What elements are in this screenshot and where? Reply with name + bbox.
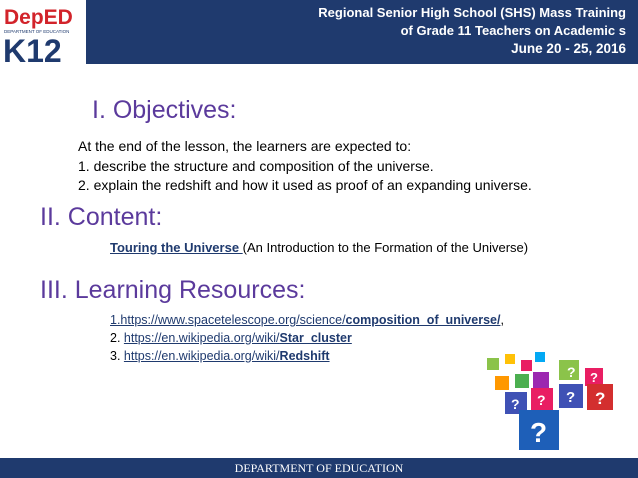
resource-link-2-url: https://en.wikipedia.org/wiki/: [123, 331, 280, 345]
resource-link-2[interactable]: [124, 331, 352, 345]
header-line-1: Regional Senior High School (SHS) Mass Training: [318, 5, 626, 20]
small-cube-3: [521, 360, 532, 371]
small-cube-2: [505, 354, 515, 364]
question-mark-icon: ?: [566, 389, 576, 406]
logo-small-text: DEPARTMENT OF EDUCATION: [4, 29, 70, 34]
resource-link-3[interactable]: [124, 349, 330, 363]
content-description: (An Introduction to the Formation of the Universe): [242, 240, 529, 255]
deped-logo-graphic: [0, 0, 86, 64]
resource-link-3-url: https://en.wikipedia.org/wiki/: [123, 349, 280, 363]
question-mark-icon: ?: [595, 389, 606, 408]
objectives-list: [78, 137, 532, 196]
small-cube-7: [533, 372, 549, 388]
small-cube-6: [515, 374, 529, 388]
resource-item-2: [110, 329, 504, 347]
question-mark-icon: ?: [511, 396, 520, 412]
resource-link-1-url: 1.https://www.spacetelescope.org/science/: [110, 313, 346, 327]
small-cube-1: [487, 358, 499, 370]
question-mark-icon: ?: [590, 370, 598, 385]
resource-item-1-comma: ,: [500, 313, 504, 327]
footer-bar: [0, 458, 638, 478]
header-line-3: June 20 - 25, 2016: [511, 41, 626, 56]
content-title: II. Content:: [40, 203, 163, 231]
logo-k12-text: K12: [3, 33, 62, 64]
resource-item-3: [110, 347, 504, 365]
objective-item-2: 2. explain the redshift and how it used as proof of an expanding universe.: [78, 177, 532, 193]
question-mark-icon: ?: [537, 392, 546, 408]
deped-k12-logo: [0, 0, 86, 64]
resources-title: III. Learning Resources:: [40, 276, 306, 304]
resource-link-1-bold: composition_of_universe/: [345, 313, 501, 327]
header-bar: [0, 0, 638, 64]
resource-link-2-bold: Star_cluster: [279, 331, 352, 345]
resource-item-3-number: 3.: [110, 349, 124, 363]
small-cube-5: [495, 376, 509, 390]
content-link[interactable]: Touring the Universe: [110, 240, 243, 255]
logo-deped-text: DepED: [4, 6, 73, 29]
resource-item-2-number: 2.: [110, 331, 124, 345]
objectives-title: I. Objectives:: [92, 96, 237, 124]
content-line: [110, 240, 528, 255]
header-title-block: [318, 4, 626, 58]
question-mark-icon: ?: [567, 364, 576, 380]
objectives-intro: At the end of the lesson, the learners are expected to:: [78, 138, 412, 154]
small-cube-4: [535, 352, 545, 362]
question-cubes-illustration: [475, 350, 625, 460]
question-mark-icon: ?: [530, 417, 548, 448]
resource-item-1: [110, 311, 504, 329]
objective-item-1: 1. describe the structure and composition of the universe.: [78, 157, 434, 174]
resource-link-3-bold: Redshift: [279, 349, 330, 363]
resource-link-1[interactable]: [110, 313, 500, 327]
header-line-2: of Grade 11 Teachers on Academic s: [400, 23, 626, 38]
resources-list: [110, 311, 504, 365]
footer-text: DEPARTMENT OF EDUCATION: [234, 461, 404, 475]
